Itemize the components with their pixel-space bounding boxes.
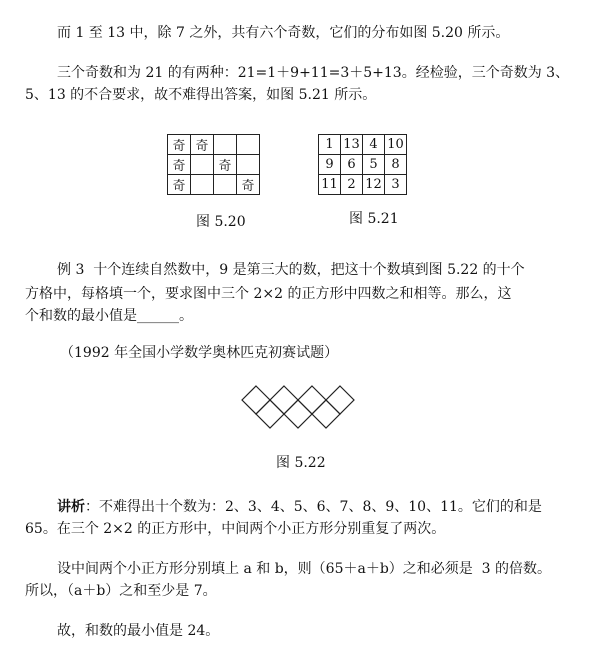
figure-5-21-grid [318,134,407,195]
figure-5-20-cell: 奇 [168,135,191,155]
figure-5-21-cell: 11 [319,175,341,195]
figure-5-21-row [319,175,407,195]
figure-5-22-diagram [236,384,376,444]
problem-source: （1992 年全国小学数学奥林匹克初赛试题） [60,345,339,361]
conclusion: 故，和数的最小值是 24。 [57,623,220,639]
figure-5-22-top-diamond [326,386,354,414]
figure-5-21-caption: 图 5.21 [349,211,399,227]
figure-5-20-grid [167,134,260,195]
figure-5-22-top-diamond [242,386,270,414]
figure-5-21-cell: 2 [341,175,363,195]
figure-5-22-top-diamond [298,386,326,414]
figure-5-20-cell [237,135,260,155]
analysis-label: 讲析 [57,499,85,515]
example-3-line3: 个和数的最小值是______。 [25,308,193,324]
figure-5-21-row [319,155,407,175]
example-3-line1: 例 3 十个连续自然数中，9 是第三大的数，把这十个数填到图 5.22 的十个 [57,262,525,278]
figure-5-20-cell: 奇 [214,155,237,175]
odd-sum-paragraph-line1: 三个奇数和为 21 的有两种：21=1＋9+11=3＋5+13。经检验，三个奇数为 3、 [57,65,570,81]
figure-5-21-row [319,135,407,155]
figure-5-22-bottom-diamond [256,400,284,428]
figure-5-22-bottom-diamond [284,400,312,428]
figure-5-21-cell: 5 [363,155,385,175]
analysis-line1: 讲析：不难得出十个数为：2、3、4、5、6、7、8、9、10、11。它们的和是 [57,499,542,515]
figure-5-22-top-diamond [270,386,298,414]
figure-5-20-row [168,175,260,195]
figure-5-21-cell: 12 [363,175,385,195]
figure-5-20-cell: 奇 [191,135,214,155]
intro-paragraph: 而 1 至 13 中，除 7 之外，共有六个奇数，它们的分布如图 5.20 所示。 [57,25,510,41]
odd-sum-paragraph-line2: 5、13 的不合要求，故不难得出答案，如图 5.21 所示。 [25,87,377,103]
figure-5-20-cell [237,155,260,175]
figure-5-20-cell: 奇 [237,175,260,195]
figure-5-20-row [168,135,260,155]
figure-5-20-cell [191,175,214,195]
solution-line1: 设中间两个小正方形分别填上 a 和 b，则（65＋a＋b）之和必须是 3 的倍数。 [57,561,552,577]
figure-5-22-caption: 图 5.22 [276,455,326,471]
figure-5-21-cell: 13 [341,135,363,155]
figure-5-20-cell [191,155,214,175]
figure-5-21-cell: 10 [385,135,407,155]
figure-5-22-bottom-diamond [312,400,340,428]
figure-5-21-cell: 9 [319,155,341,175]
solution-line2: 所以，（a＋b）之和至少是 7。 [25,583,217,599]
figure-5-21-cell: 6 [341,155,363,175]
figure-5-20-cell [214,175,237,195]
figure-5-20-caption: 图 5.20 [196,214,246,230]
figure-5-20-cell: 奇 [168,155,191,175]
figure-5-21-cell: 1 [319,135,341,155]
figure-5-21-cell: 8 [385,155,407,175]
example-3-line2: 方格中，每格填一个，要求图中三个 2×2 的正方形中四数之和相等。那么，这 [25,286,512,302]
figure-5-20-cell [214,135,237,155]
figure-5-20-cell: 奇 [168,175,191,195]
figure-5-21-cell: 3 [385,175,407,195]
figure-5-21-cell: 4 [363,135,385,155]
figure-5-20-row [168,155,260,175]
analysis-line2: 65。在三个 2×2 的正方形中，中间两个小正方形分别重复了两次。 [25,521,446,537]
